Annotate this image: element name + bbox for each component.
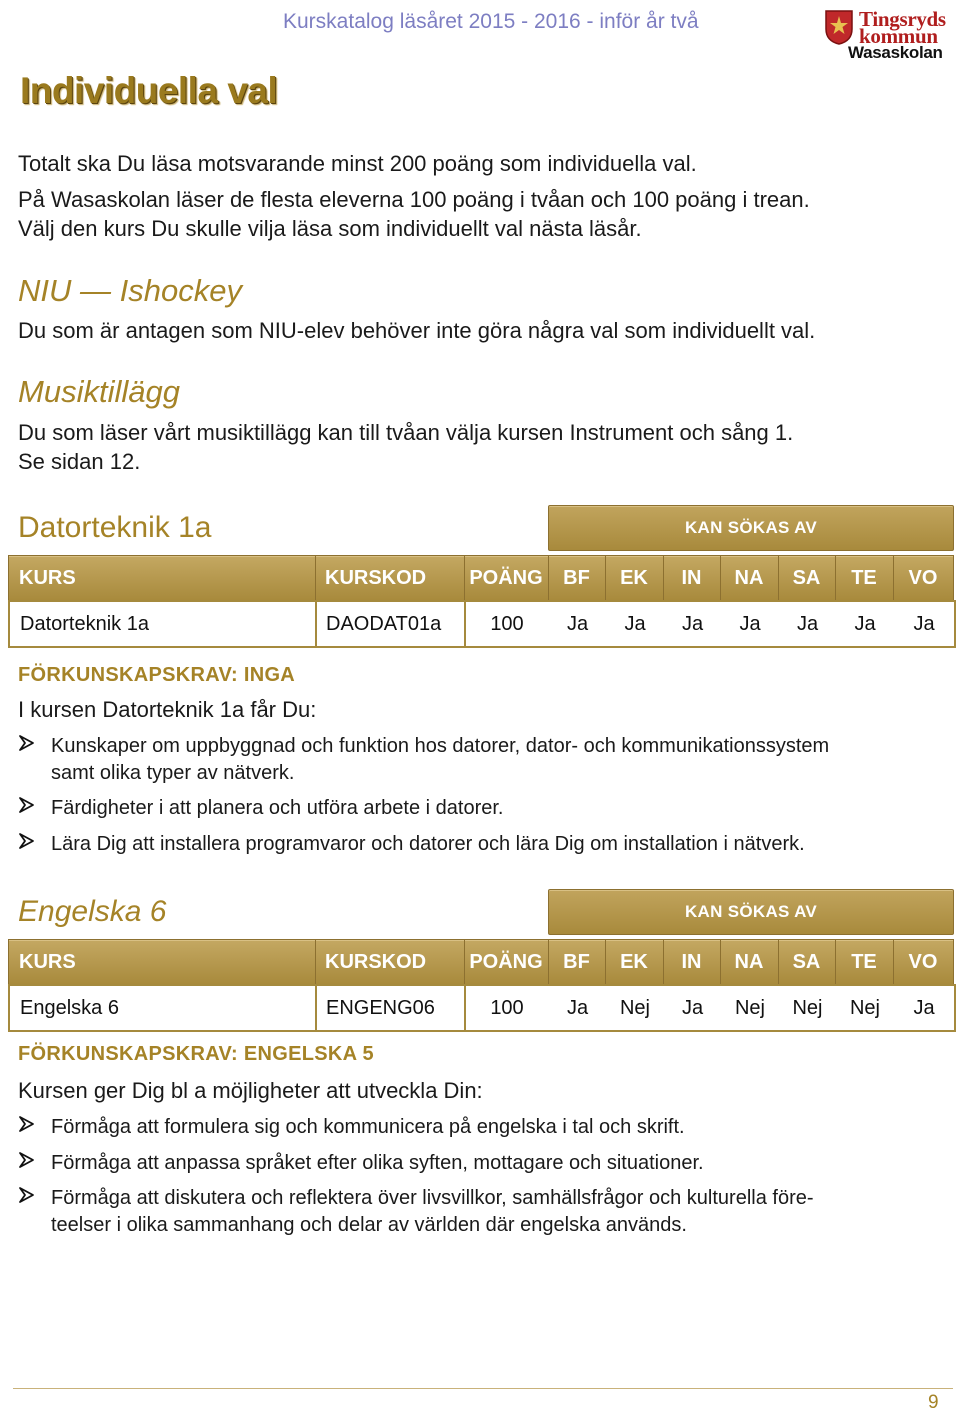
course-table-header [8,555,954,601]
bullet-text: Kunskaper om uppbyggnad och funktion hos datorer, dator- och kommunikationssystem [51,735,830,757]
col-na: NA [734,566,764,589]
intro-line-2: På Wasaskolan läser de flesta eleverna 100 poäng i tvåan och 100 poäng i trean. [18,187,810,212]
col-bf: BF [563,950,590,973]
bullet-text: Förmåga att anpassa språket efter olika syften, mottagare och situationer. [51,1152,704,1174]
bullet-text: Färdigheter i att planera och utföra arbete i datorer. [51,797,504,819]
logo-text-wasaskolan: Wasaskolan [848,43,943,62]
course-heading-datorteknik: Datorteknik 1a [18,511,212,544]
cell-bf: Ja [566,612,589,635]
col-na: NA [734,950,764,973]
col-vo: VO [908,566,938,589]
col-sa: SA [792,566,821,589]
cell-ek: Ja [624,612,646,635]
col-poang: POÄNG [469,566,543,589]
col-kurskod: KURSKOD [325,566,427,589]
page-title: Individuella val [20,70,278,111]
intro-line-1: Totalt ska Du läsa motsvarande minst 200 poäng som individuella val. [18,151,697,176]
col-sa: SA [792,950,821,973]
cell-kurs: Engelska 6 [20,996,119,1019]
bullet-text-cont: teelser i olika sammanhang och delar av världen där engelska används. [51,1214,687,1236]
footer-divider [13,1388,953,1389]
col-kurs: KURS [19,566,76,589]
cell-poang: 100 [490,996,524,1019]
arrow-bullet-icon [18,1186,36,1204]
logo-text-kommun: kommun [859,24,938,48]
cell-vo: Ja [913,996,935,1019]
bullet-text: Lära Dig att installera programvaror och datorer och lära Dig om installation i nätverk. [51,833,805,855]
col-ek: EK [620,950,648,973]
bullet-text: Förmåga att formulera sig och kommunicera på engelska i tal och skrift. [51,1116,685,1138]
cell-vo: Ja [913,612,935,635]
niu-heading: NIU — Ishockey [18,273,242,308]
page-number: 9 [928,1392,939,1413]
col-ek: EK [620,566,648,589]
arrow-bullet-icon [18,734,36,752]
course-intro-engelska: Kursen ger Dig bl a möjligheter att utveckla Din: [18,1078,483,1103]
table-row [8,600,956,648]
musik-text-line-1: Du som läser vårt musiktillägg kan till tvåan välja kursen Instrument och sång 1. [18,420,794,445]
course-intro-datorteknik: I kursen Datorteknik 1a får Du: [18,697,317,722]
prereq-datorteknik: FÖRKUNSKAPSKRAV: INGA [18,664,296,686]
course-heading-engelska: Engelska 6 [18,895,167,928]
cell-na: Nej [734,996,765,1019]
cell-in: Ja [681,612,704,635]
col-bf: BF [563,566,590,589]
col-in: IN [681,566,702,589]
cell-bf: Ja [566,996,589,1019]
cell-poang: 100 [490,612,524,635]
musik-heading: Musiktillägg [18,374,180,409]
prereq-engelska: FÖRKUNSKAPSKRAV: ENGELSKA 5 [18,1043,374,1065]
bullet-text-cont: samt olika typer av nätverk. [51,762,295,784]
col-in: IN [681,950,702,973]
cell-sa: Ja [796,612,819,635]
col-kurs: KURS [19,950,76,973]
school-logo [822,6,957,64]
cell-kurskod: ENGENG06 [326,996,435,1019]
kan-sokas-av-header: KAN SÖKAS AV [548,889,954,935]
col-vo: VO [908,950,938,973]
col-te: TE [851,950,877,973]
arrow-bullet-icon [18,1115,36,1133]
logo-text-tingsryds: Tingsryds [859,7,946,31]
intro-line-3: Välj den kurs Du skulle vilja läsa som individuellt val nästa läsår. [18,216,642,241]
course-table-header [8,939,954,985]
arrow-bullet-icon [18,1151,36,1169]
cell-sa: Nej [792,996,823,1019]
cell-na: Ja [739,612,761,635]
niu-text: Du som är antagen som NIU-elev behöver inte göra några val som individuellt val. [18,318,816,343]
cell-in: Ja [681,996,704,1019]
musik-text-line-2: Se sidan 12. [18,449,141,474]
bullet-text: Förmåga att diskutera och reflektera över livsvillkor, samhällsfrågor och kulturella före- [51,1187,814,1209]
cell-te: Nej [849,996,880,1019]
arrow-bullet-icon [18,796,36,814]
kan-sokas-av-header: KAN SÖKAS AV [548,505,954,551]
cell-te: Ja [854,612,876,635]
cell-ek: Nej [619,996,650,1019]
col-kurskod: KURSKOD [325,950,427,973]
arrow-bullet-icon [18,832,36,850]
crest-icon [824,9,854,45]
col-poang: POÄNG [469,950,543,973]
col-te: TE [851,566,877,589]
table-row [8,984,956,1032]
cell-kurskod: DAODAT01a [326,612,442,635]
running-header: Kurskatalog läsåret 2015 - 2016 - inför år två [283,10,699,33]
cell-kurs: Datorteknik 1a [20,612,149,635]
